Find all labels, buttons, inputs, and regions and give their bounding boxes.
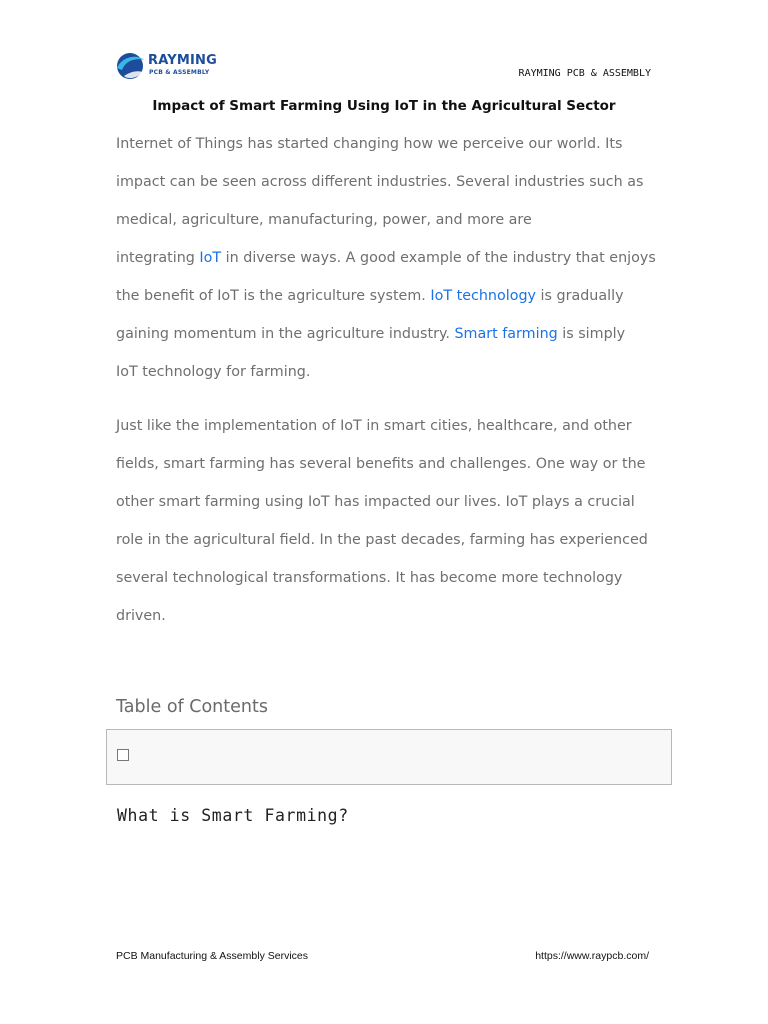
text-run: is gradually [536,288,624,304]
toc-title: Table of Contents [116,697,268,717]
text-run: the benefit of IoT is the agriculture system. [116,288,431,304]
paragraph-line: fields, smart farming has several benefits and challenges. One way or the [116,456,646,472]
text-run: integrating [116,250,200,266]
iot-technology-link[interactable]: IoT technology [430,288,536,304]
toc-container [106,729,672,785]
text-run: gaining momentum in the agriculture industry. [116,326,455,342]
paragraph-line: impact can be seen across different industries. Several industries such as [116,174,644,190]
second-paragraph [116,407,661,635]
paragraph-line: Just like the implementation of IoT in smart cities, healthcare, and other [116,418,632,434]
paragraph-line: role in the agricultural field. In the past decades, farming has experienced [116,532,648,548]
iot-link[interactable]: IoT [199,250,222,266]
text-run: in diverse ways. A good example of the industry that enjoys [221,250,656,266]
paragraph-line: Internet of Things has started changing how we perceive our world. Its [116,136,623,152]
paragraph-line: several technological transformations. It has become more technology [116,570,623,586]
logo-swirl-icon [114,50,146,82]
text-run: is simply [557,326,626,342]
section-heading: What is Smart Farming? [117,806,349,825]
footer-url[interactable]: https://www.raypcb.com/ [535,950,649,962]
logo-name: RAYMING [148,53,217,68]
paragraph-line [116,277,661,315]
logo-subtitle: PCB & ASSEMBLY [149,69,210,76]
footer-services: PCB Manufacturing & Assembly Services [116,950,308,962]
toc-toggle-checkbox[interactable] [117,749,129,761]
paragraph-line [116,315,661,353]
paragraph-line: driven. [116,608,166,624]
paragraph-line: IoT technology for farming. [116,364,311,380]
paragraph-line [116,239,661,277]
paragraph-line: other smart farming using IoT has impacted our lives. IoT plays a crucial [116,494,635,510]
document-title: Impact of Smart Farming Using IoT in the Agricultural Sector [152,98,616,114]
intro-paragraph [116,125,661,391]
smart-farming-link[interactable]: Smart farming [454,326,558,342]
paragraph-line: medical, agriculture, manufacturing, power, and more are [116,212,532,228]
rayming-logo [114,50,224,82]
header-company-name: RAYMING PCB & ASSEMBLY [518,68,651,79]
